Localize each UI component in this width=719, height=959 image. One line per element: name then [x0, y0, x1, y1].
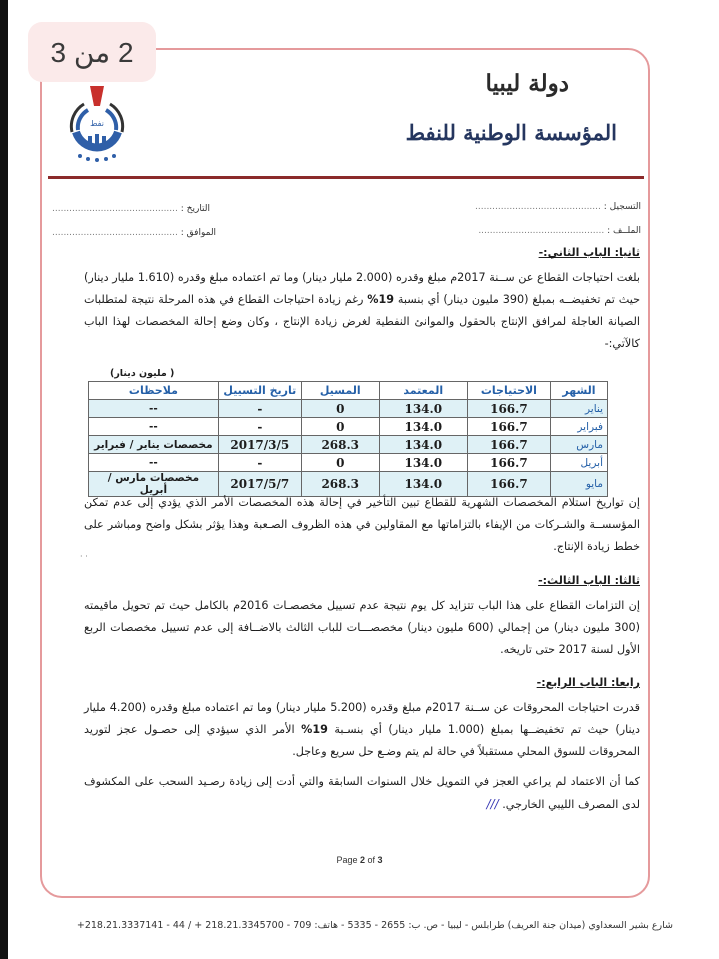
- table-row: [89, 400, 608, 418]
- page-counter-badge: 2 من 3: [28, 22, 156, 82]
- cell-notes: مخصصات يناير / فبراير: [89, 436, 219, 454]
- corresponding-label: الموافق :: [180, 228, 217, 238]
- logo-dot: [112, 154, 116, 158]
- table-row: [89, 454, 608, 472]
- col-liquidated: المسيل: [301, 382, 379, 400]
- cell-month: يناير: [550, 400, 607, 418]
- section-2-text-b: رغم زيادة احتياجات القطاع في هذه المرحلة نتيجة لمتطلبات الصيانة العاجلة لمرافق الإنتاج بالحقول والموانئ النفطية لغرض زيادة الإنتاج ، وكان وضع إحالة المخصصات لهذا الباب كالآتي:-: [84, 293, 640, 350]
- table-unit-label: ( مليون دينار): [110, 368, 175, 379]
- table-row: [89, 436, 608, 454]
- section-2-percent: 19%: [367, 293, 395, 306]
- date-label: التاريخ :: [180, 204, 211, 214]
- page-number: [0, 855, 719, 865]
- cell-month: مارس: [550, 436, 607, 454]
- section-3-paragraph: إن التزامات القطاع على هذا الباب تتزايد كل يوم نتيجة عدم تسييل مخصصـات 2016م بالكامل حيث تم تحويل ماقيمته (300 مليون دينار) من إجمالي (600 مليون دينار) مخصصـــات للباب الثالث بالاضــافة إلى عدم تسييل مخصصات الربع الأول لسنة 2017 حتى تاريخه.: [84, 599, 641, 656]
- section-3-title: ثالثا: الباب الثالث:-: [538, 574, 640, 587]
- cell-liquidated: 268.3: [301, 472, 379, 497]
- col-notes: ملاحظات: [89, 382, 219, 400]
- section-4-text-b: الأمر الذي سيؤدي إلى حصـول عجز لتوريد المحروقات للسوق المحلي مستقبلاً في حالة لم يتم وضـع حل سريع وعاجل.: [84, 723, 640, 758]
- cell-approved: 134.0: [379, 472, 467, 497]
- cell-month: أبريل: [550, 454, 607, 472]
- registration-dots: ............................................: [475, 202, 601, 212]
- organization-title: المؤسسة الوطنية للنفط: [405, 120, 617, 145]
- logo-dot: [78, 154, 82, 158]
- cell-liquidated: 0: [301, 418, 379, 436]
- date-dots: ............................................: [52, 204, 178, 214]
- cell-needs: 166.7: [467, 400, 550, 418]
- header-divider: [48, 176, 644, 179]
- logo-inner-arc-right: [106, 110, 116, 130]
- cell-approved: 134.0: [379, 436, 467, 454]
- footer-address: شارع بشير السعداوي (ميدان جنة العريف) طرابلس - ليبيا - ص. ب: 2655 - 5335 - هاتف: 709 - 218.21.3345700 + / 44 - 218.21.3337141+: [76, 920, 673, 931]
- corresponding-dots: ............................................: [52, 228, 178, 238]
- section-4-paragraph: [84, 697, 640, 763]
- after-table-block: [84, 492, 640, 558]
- logo-text: نفط: [90, 119, 104, 128]
- logo-dot: [86, 157, 90, 161]
- section-2-paragraph: [84, 267, 640, 355]
- after-table-paragraph: إن تواريخ استلام المخصصات الشهرية للقطاع تبين التأخير في إحالة هذه المخصصات الأمر الذي يؤدي إلى عدم تمكن المؤسســة والشـركات من الإيفاء بالتزاماتها مع المقاولين في هذه الظروف الصـعبة وهذا يؤثر بشكل واضح ومباشر على خطط زيادة الإنتاج.: [84, 496, 640, 553]
- section-4-title: رابعا: الباب الرابع:-: [536, 676, 640, 689]
- cell-month: فبراير: [550, 418, 607, 436]
- logo-bar-2: [95, 134, 99, 146]
- section-4: [84, 676, 640, 816]
- cell-approved: 134.0: [379, 400, 467, 418]
- logo-bar-3: [102, 136, 106, 146]
- page-prefix: Page: [336, 855, 360, 865]
- state-title: دولة ليبيا: [485, 70, 569, 97]
- col-approved: المعتمد: [379, 382, 467, 400]
- col-needs: الاحتياجات: [467, 382, 550, 400]
- col-month: الشهر: [550, 382, 607, 400]
- cell-date: -: [218, 454, 301, 472]
- file-dots: ............................................: [478, 226, 605, 236]
- logo-flame: [90, 86, 104, 106]
- noc-logo-icon: [62, 84, 132, 164]
- section-4-closing: [84, 771, 640, 816]
- cell-notes: --: [89, 400, 219, 418]
- cell-liquidated: 0: [301, 400, 379, 418]
- logo-dot: [104, 157, 108, 161]
- logo-inner-arc-left: [78, 110, 88, 130]
- logo-bar-1: [88, 136, 92, 146]
- cell-month: مايو: [550, 472, 607, 497]
- corresponding-field: [52, 228, 216, 238]
- section-2: [84, 246, 640, 355]
- section-4-text-a: قدرت احتياجات المحروقات عن ســنة 2017م مبلغ وقدره (5.200 مليار دينار) وما تم اعتماده مبلغ وقدره (4.200 مليار دينار) حيث تم تخفيضــها بمبلغ (1.000 مليار دينار) أي بنسـبة: [84, 701, 641, 736]
- file-field: [478, 226, 641, 236]
- registration-field: [475, 202, 641, 212]
- cell-date: -: [218, 400, 301, 418]
- cell-needs: 166.7: [467, 472, 550, 497]
- cell-notes: --: [89, 454, 219, 472]
- logo-dot: [95, 158, 99, 162]
- signature-mark: ///: [486, 797, 499, 811]
- allocations-table: [88, 381, 608, 497]
- cell-notes: مخصصات مارس / أبريل: [89, 472, 219, 497]
- registration-label: التسجيل :: [603, 202, 641, 212]
- cell-notes: --: [89, 418, 219, 436]
- section-2-text-a: بلغت احتياجات القطاع عن ســنة 2017م مبلغ وقدره (2.000 مليار دينار) وما تم اعتماده مبلغ وقدره (1.610 مليار دينار) حيث تم تخفيضــه بمبلغ (390 مليون دينار) أي بنسبة: [84, 271, 640, 306]
- cell-needs: 166.7: [467, 418, 550, 436]
- cell-date: -: [218, 418, 301, 436]
- closing-text: كما أن الاعتماد لم يراعي العجز في التمويل خلال السنوات السابقة والتي أدت إلى زيادة رصـيد السحب على المكشوف لدى المصرف الليبي الخارجي.: [84, 775, 640, 811]
- section-2-title: ثانيا: الباب الثاني:-: [538, 246, 640, 259]
- cell-date: 2017/5/7: [218, 472, 301, 497]
- file-label: الملــف :: [607, 226, 641, 236]
- col-liquidation-date: تاريخ التسييل: [218, 382, 301, 400]
- cell-liquidated: 268.3: [301, 436, 379, 454]
- left-edge-strip: [0, 0, 8, 959]
- table-header-row: [89, 382, 608, 400]
- page-current: 2: [359, 855, 365, 865]
- scan-speck: · ·: [80, 552, 88, 561]
- page-total: 3: [377, 855, 383, 865]
- page-of: of: [365, 855, 378, 865]
- section-4-percent: 19%: [301, 723, 328, 736]
- cell-needs: 166.7: [467, 454, 550, 472]
- cell-needs: 166.7: [467, 436, 550, 454]
- cell-approved: 134.0: [379, 454, 467, 472]
- section-3: [84, 574, 640, 661]
- table-row: [89, 418, 608, 436]
- date-field: [52, 204, 210, 214]
- cell-approved: 134.0: [379, 418, 467, 436]
- cell-date: 2017/3/5: [218, 436, 301, 454]
- cell-liquidated: 0: [301, 454, 379, 472]
